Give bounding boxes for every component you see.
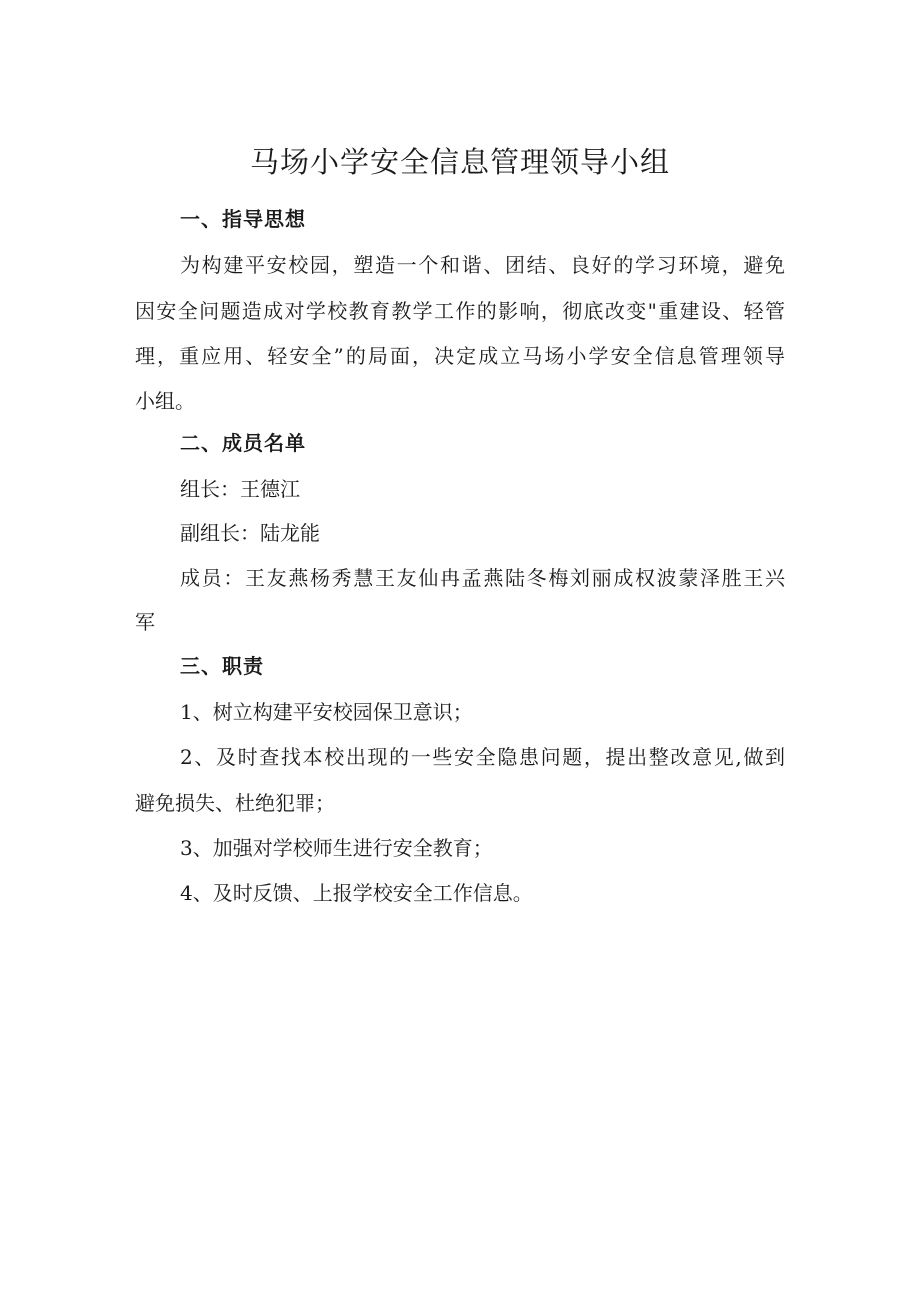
members-line: 军 — [135, 610, 155, 634]
paragraph-line: 为构建平安校园，塑造一个和谐、团结、良好的学习环境，避免 — [180, 253, 785, 277]
members-line: 成员：王友燕杨秀慧王友仙冉孟燕陆冬梅刘丽成权波蒙泽胜王兴 — [180, 566, 785, 590]
duty-item-3: 3、加强对学校师生进行安全教育； — [180, 836, 493, 860]
paragraph-line: 理，重应用、轻安全”的局面，决定成立马场小学安全信息管理领导 — [135, 344, 785, 368]
duty-item-1: 1、树立构建平安校园保卫意识； — [180, 700, 473, 724]
deputy-leader: 副组长：陆龙能 — [180, 521, 320, 545]
section-heading-member-list: 二、成员名单 — [180, 431, 306, 455]
document-title: 马场小学安全信息管理领导小组 — [249, 145, 670, 179]
paragraph-line: 因安全问题造成对学校教育教学工作的影响，彻底改变"重建设、轻管 — [135, 299, 785, 323]
group-leader: 组长：王德江 — [180, 477, 300, 501]
duty-item-4: 4、及时反馈、上报学校安全工作信息。 — [180, 881, 533, 905]
duty-item-2-line: 2、及时查找本校出现的一些安全隐患问题，提出整改意见,做到 — [180, 745, 785, 769]
paragraph-line: 小组。 — [135, 389, 195, 413]
section-heading-guiding-thought: 一、指导思想 — [180, 207, 306, 231]
duty-item-2-line: 避免损失、杜绝犯罪； — [135, 791, 335, 815]
section-heading-duties: 三、职责 — [180, 654, 264, 678]
